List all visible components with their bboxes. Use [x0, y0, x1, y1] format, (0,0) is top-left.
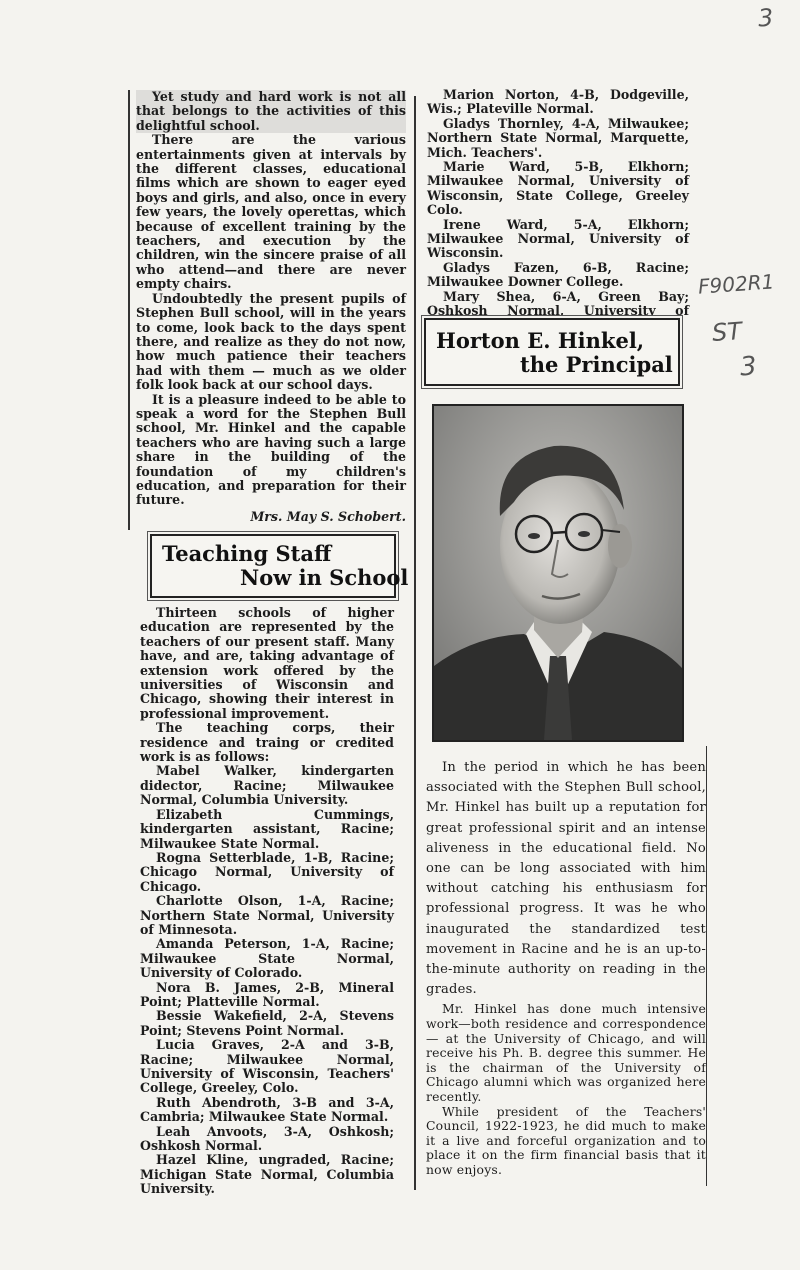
st-number-annotation: 3: [738, 351, 758, 383]
teacher-entry: Amanda Peterson, 1-A, Racine; Milwaukee State Normal, University of Colorado.: [140, 936, 394, 981]
principal-headline-line1: Horton E. Hinkel,: [436, 328, 645, 353]
teacher-entry: Bessie Wakefield, 2-A, Stevens Point; Stevens Point Normal.: [140, 1008, 394, 1038]
letter-paragraph: It is a pleasure indeed to be able to speak a word for the Stephen Bull school, Mr. Hinkel and the capable teachers who are having such a large share in the building of the foundation of my children's education, and preparation for their future.: [136, 391, 406, 508]
principal-portrait-photo: [432, 404, 684, 742]
teacher-entry: Gladys Thornley, 4-A, Milwaukee; Northern State Normal, Marquette, Mich. Teachers'.: [427, 115, 689, 160]
letter-column: [136, 90, 406, 524]
teacher-entry: Marie Ward, 5-B, Elkhorn; Milwaukee Normal, University of Wisconsin, State College, Greeley Colo.: [427, 159, 689, 218]
left-column-rule: [128, 90, 130, 530]
teacher-entry: Elizabeth Cummings, kindergarten assistant, Racine; Milwaukee State Normal.: [140, 806, 394, 851]
teacher-entry: Ruth Abendroth, 3-B and 3-A, Cambria; Milwaukee State Normal.: [140, 1094, 394, 1125]
teaching-staff-headline-box: [150, 534, 409, 598]
teaching-paragraph: The teaching corps, their residence and traing or credited work is as follows:: [140, 720, 394, 765]
principal-paragraph: In the period in which he has been associated with the Stephen Bull school, Mr. Hinkel has built up a reputation for great professional spirit and an intense aliveness in the educational field. No one can be long associated with him without catching his enthusiasm for professional progress. It was he who inaugurated the standardized test movement in Racine and he is an up-to-the-minute authority on reading in the grades.: [426, 760, 706, 998]
teacher-entry: Leah Anvoots, 3-A, Oshkosh; Oshkosh Normal.: [140, 1123, 394, 1154]
archive-code-annotation: F902R1: [697, 269, 776, 299]
letter-paragraph: Undoubtedly the present pupils of Stephen Bull school, will in the years to come, look back to the days spent there, and realize as they do not now, how much patience their teachers had with them — much as we older folk look back at our school days.: [136, 290, 406, 393]
teacher-entry: Mabel Walker, kindergarten didector, Racine; Milwaukee Normal, Columbia University.: [140, 763, 394, 808]
teaching-headline-line1: Teaching Staff: [162, 541, 332, 566]
st-annotation: ST: [711, 316, 743, 348]
portrait-illustration: [434, 406, 682, 740]
letter-paragraph: There are the various entertainments given at intervals by the different classes, educational films which are shown to eager eyed boys and girls, and also, once in every few years, the lovely operettas, which because of excellent training by the teachers, and execution by the children, win the sincere praise of all who attend—and there are never empty chairs.: [136, 132, 406, 292]
principal-paragraph: While president of the Teachers' Council, 1922-1923, he did much to make it a live and forceful organization and to place it on the firm financial basis that it now enjoys.: [426, 1103, 706, 1177]
teaching-staff-column: [140, 606, 394, 1197]
teaching-paragraph: Thirteen schools of higher education are represented by the teachers of our present staff. Many have, and are, taking advantage of extension work offered by the universities of Wisconsin and Chicago, showing their interest in professional improvement.: [140, 605, 394, 721]
letter-paragraph: Yet study and hard work is not all that belongs to the activities of this delightful school.: [136, 89, 406, 133]
teacher-entry: Mary Shea, 6-A, Green Bay; Oshkosh Normal, University of: [427, 288, 689, 319]
teacher-list-continued: [427, 88, 689, 333]
teacher-entry: Irene Ward, 5-A, Elkhorn; Milwaukee Normal, University of Wisconsin.: [427, 216, 689, 261]
principal-headline-box: [424, 318, 680, 386]
teacher-entry: Marion Norton, 4-B, Dodgeville, Wis.; Plateville Normal.: [427, 87, 689, 117]
teacher-entry: Lucia Graves, 2-A and 3-B, Racine; Milwaukee Normal, University of Wisconsin, Teachers' College, Greeley, Colo.: [140, 1037, 394, 1096]
teacher-entry: Rogna Setterblade, 1-B, Racine; Chicago Normal, University of Chicago.: [140, 849, 394, 894]
right-column-rule: [706, 746, 707, 1186]
page-number-annotation: 3: [757, 3, 775, 33]
teacher-entry: Charlotte Olson, 1-A, Racine; Northern State Normal, University of Minnesota.: [140, 893, 394, 937]
principal-headline-line2: the Principal: [520, 352, 673, 377]
principal-paragraph: Mr. Hinkel has done much intensive work—both residence and correspondence— at the University of Chicago, and will receive his Ph. B. degree this summer. He is the chairman of the University of Chicago alumni which was organized here recently.: [426, 1001, 706, 1104]
teacher-entry: Hazel Kline, ungraded, Racine; Michigan State Normal, Columbia University.: [140, 1152, 394, 1197]
principal-article-column: [426, 758, 706, 1178]
teacher-entry: Gladys Fazen, 6-B, Racine; Milwaukee Downer College.: [427, 259, 689, 290]
letter-signature: Mrs. May S. Schobert.: [250, 508, 406, 524]
teaching-headline-line2: Now in School: [240, 565, 409, 590]
center-column-rule: [414, 96, 416, 1190]
teacher-entry: Nora B. James, 2-B, Mineral Point; Platteville Normal.: [140, 979, 394, 1009]
